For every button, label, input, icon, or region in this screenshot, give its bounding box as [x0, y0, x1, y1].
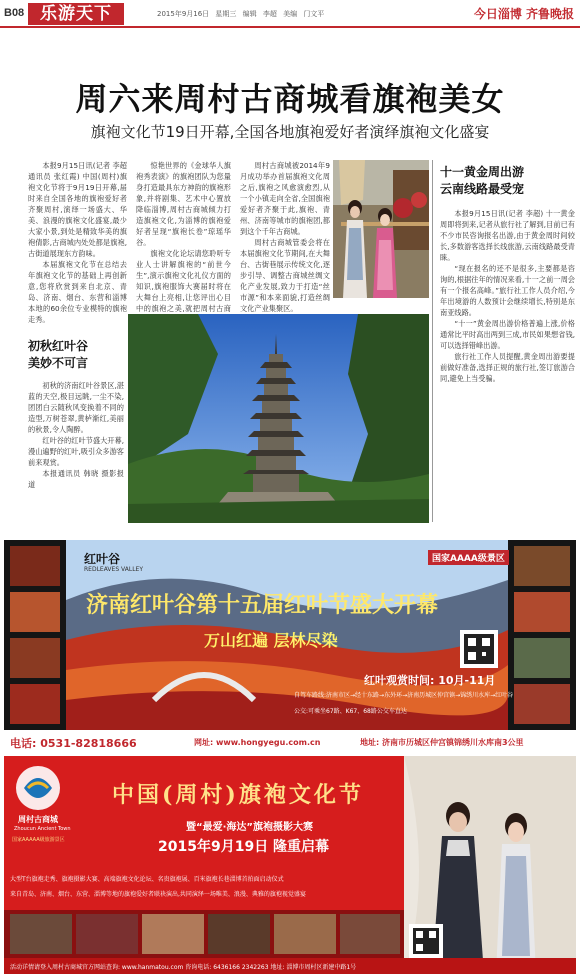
hongyegu-brand-en: REDLEAVES VALLEY [84, 566, 144, 573]
festival-participants: 来自青岛、济南、烟台、东营、淄博等地的旗袍爱好者联袂演出,共同演绎一场唯美、浪漫、典雅的旗袍视觉盛宴 [10, 891, 306, 898]
festival-events: 大型T台旗袍走秀、旗袍摄影大赛、高端旗袍文化论坛、名贵旗袍展、百米旗袍长巷淄博首拍面启动仪式 [10, 876, 284, 883]
hongyegu-ad [4, 540, 576, 750]
side-story-title-line1: 十一黄金周出游 [440, 165, 525, 179]
hongyegu-story-title [28, 338, 124, 372]
side-story-title-line2: 云南线路最受宠 [440, 182, 525, 196]
page-header [0, 0, 580, 28]
main-headline: 周六来周村古商城看旗袍美女 [75, 80, 505, 118]
route-self-drive: 自驾车路线:济南市区→经十东路→东外环→济南历城区仲宫镇→锦绣川水库→红叶谷 [294, 692, 514, 699]
festival-footer-info: 活动详情请登入周村古商城官方网站查询: www.hanmatou.com 咨询电话: 6436166 2342263 地址: 淄博市周村区新建中路1号 [10, 964, 357, 971]
pagoda-photo [128, 314, 429, 523]
hongyegu-ad-title: 济南红叶谷第十五届红叶节盛大开幕 [86, 593, 439, 618]
route-bus: 公交:可乘坐67路、K67、68路公交车直达 [294, 708, 407, 715]
issue-meta: 2015年9月16日 星期三 编辑 李超 美编 门文平 [157, 10, 325, 18]
qipao-photo [333, 160, 429, 298]
article-col-2 [136, 160, 231, 313]
viewing-time: 红叶观赏时间: 10月-11月 [364, 674, 496, 687]
side-story-title [440, 164, 576, 198]
article-col-1 [28, 160, 127, 324]
page-number: B08 [4, 7, 25, 19]
hongyegu-story-body: 初秋的济南红叶谷景区,湛蓝的天空,极目远眺,一尘不染,团团白云随秋风变换着不同的造型,万树苍翠,黄栌渐红,美丽的秋景,令人陶醉。 红叶谷的红叶节盛大开幕,漫山遍野的红叶,吸引众多游客前来观赏。 本报通讯员 韩晓 摄影报道 [28, 381, 124, 489]
hongyegu-address: 地址: 济南市历城区仲宫镇锦绣川水库南3公里 [360, 738, 524, 747]
zhoucun-logo-cn: 周村古商城 [18, 815, 58, 824]
article-col-3 [240, 160, 330, 313]
newspaper-brand: 今日淄博 齐鲁晚报 [473, 7, 574, 21]
hongyegu-title-line1: 初秋红叶谷 [28, 339, 89, 353]
sub-headline: 旗袍文化节19日开幕,全国各地旗袍爱好者演绎旗袍文化盛宴 [90, 123, 490, 141]
hongyegu-brand: 红叶谷 [84, 552, 121, 566]
hongyegu-phone: 电话: 0531-82818666 [10, 737, 137, 750]
zhoucun-logo-en: Zhoucun Ancient Town [14, 826, 71, 832]
hongyegu-website[interactable]: 网址: www.hongyegu.com.cn [194, 738, 321, 747]
article-col-2-text: 惊艳世界的《金球华人旗袍秀表演》的旗袍团队为您量身打造最具东方神韵的旗袍形象,并将剧集、艺术中心置放降临淄博,周村古商城倾力打造旗袍文化,为淄博的旗袍爱好者呈现“旗袍长卷”琼瑶华谷。 旗袍文化论坛请您聆听专业人士讲解旗袍的“前世今生”,演示旗袍文化礼仪方面的知识,旗袍服饰大赛届时将在大舞台上亮相,让您评出心目中的旗袍之美,就把周村古商 [136, 161, 231, 313]
qipao-festival-date: 2015年9月19日 隆重启幕 [158, 839, 330, 855]
hongyegu-story-text [28, 380, 124, 522]
hongyegu-title-line2: 美妙不可言 [28, 356, 89, 370]
article-col-1-text: 本报9月15日讯(记者 李超 通讯员 张红霞) 中国(周村)旗袍文化节将于9月19日开幕,届时来自全国各地的旗袍爱好者齐聚周村,演绎一场盛大、华美、浪漫的旗袍文化盛宴,最少大家小景,到处是精致华美的旗袍倩影,古商城内处处都是旗袍,古街道展现东方韵味。 本届旗袍文化节在总结去年旗袍文化节的基础上再创新意,您将欣赏到来自北京、青岛、济南、烟台、东营和淄博本地的60余位专业模特的旗袍走秀。 [28, 161, 127, 324]
qipao-festival-subtitle: 暨“最爱·海达”旗袍摄影大赛 [186, 822, 313, 833]
side-story-text [440, 208, 575, 522]
qipao-festival-ad [4, 756, 576, 974]
article-col-3-text: 周村古商城被2014年9月成功举办首届旗袍文化周之后,旗袍之风愈演愈烈,从一个小镇走向全省,全国旗袍爱好者齐聚于此,旗袍、青州、济南等城市的旗袍团,都到这个千年古商城。 周村古商城管委会将在本届旗袍文化节期间,在大舞台、古街巷展示传统文化,逐步引导、调整古商城丝绸文化产业发展,致力于打造“丝市源”和本来面貌,打造丝绸文化产业集聚区。 [240, 161, 330, 313]
zhoucun-logo-sub: 国家AAAAA级旅游景区 [12, 837, 65, 843]
aaaa-badge: 国家AAAA级景区 [428, 550, 509, 565]
hongyegu-slogan: 万山红遍 层林尽染 [204, 631, 338, 650]
section-badge: 乐游天下 [28, 3, 124, 25]
side-story-text-body: 本报9月15日讯(记者 李超) 十一黄金周即将到来,记者从旅行社了解到,目前已有不少市民咨询报名出游,由于黄金周时间较长,多数游客选择长线旅游,云南线路最受青睐。 “现在报名的还不是很多,主要都是咨询的,根据往年的情况来看,十一之前一周会有一个报名高峰。”旅行社工作人员介绍,今年出境游的人数预计会继续增长,特别是东南亚线路。 “十一”黄金周出游价格普遍上涨,价格通常比平时高出两到三成,市民如果想省钱,可以选择错峰出游。 旅行社工作人员提醒,黄金周出游要提前做好准备,选择正规的旅行社,签订旅游合同,避免上当受骗。 [440, 209, 575, 383]
column-divider [432, 160, 433, 522]
qipao-festival-title: 中国(周村)旗袍文化节 [112, 782, 364, 808]
